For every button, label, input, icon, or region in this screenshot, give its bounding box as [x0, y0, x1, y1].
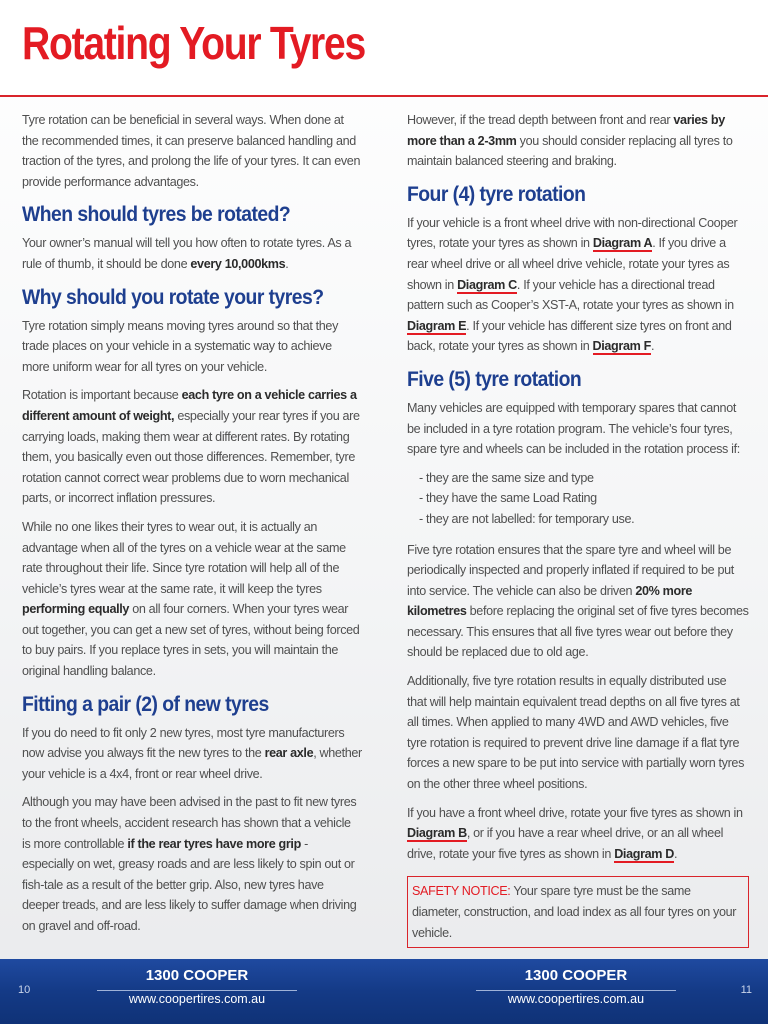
- list-item: - they are the same size and type: [419, 468, 749, 489]
- website-link-left[interactable]: www.coopertires.com.au: [128, 992, 266, 1006]
- heading-five-rotation: Five (5) tyre rotation: [407, 366, 582, 391]
- when-paragraph: Your owner’s manual will tell you how often to rotate tyres. As a rule of thumb, it should be done every 10,000kms.: [22, 236, 352, 271]
- footer-divider-right: [476, 990, 676, 991]
- fit-paragraph-1: If you do need to fit only 2 new tyres, most tyre manufacturers now advise you always fit the new tyres to the rear axle, whether your vehicle is a 4x4, front or rear wheel drive.: [22, 725, 362, 781]
- page-number-right: 11: [740, 984, 752, 996]
- four-rotation-paragraph: If your vehicle is a front wheel drive with non-directional Cooper tyres, rotate your tyres as shown in Diagram A. If you drive a rear wheel drive or all wheel drive vehicle, rotate your tyres as shown in Diagram C. If your vehicle has a directional tread pattern such as Cooper’s XST-A, rotate your tyres as shown in Diagram E. If your vehicle has different size tyres on front and back, rotate your tyres as shown in Diagram F.: [407, 215, 738, 354]
- diagram-e-link[interactable]: Diagram E: [407, 318, 467, 333]
- five-paragraph-2: Five tyre rotation ensures that the spare tyre and wheel will be periodically inspected and properly inflated if required to be put into service. The vehicle can also be driven 20% more kilometres before replacing the original set of five tyres becomes necessary. This ensures that all five tyres wear out before they should be replaced due to old age.: [407, 542, 749, 660]
- why-paragraph-1: Tyre rotation simply means moving tyres around so that they trade places on your vehicle in a systematic way to achieve more uniform wear for all tyres on your vehicle.: [22, 318, 339, 374]
- page-footer: [0, 959, 768, 1024]
- safety-notice-box: [407, 876, 749, 948]
- conditions-list: [407, 468, 749, 530]
- diagram-c-link[interactable]: Diagram C: [457, 277, 517, 292]
- fit-paragraph-2: Although you may have been advised in the past to fit new tyres to the front wheels, accident research has shown that a vehicle is more controllable if the rear tyres have more grip - especially on wet, greasy roads and are less likely to spin out or fish-tale as a result of the better grip. Also, new tyres have deeper treads, and are less likely to suffer damage when driving on gravel and off-road.: [22, 795, 357, 933]
- diagram-d-link[interactable]: Diagram D: [614, 846, 675, 861]
- five-paragraph-3: Additionally, five tyre rotation results in equally distributed use that will help maintain equivalent tread depths on all five tyres at all times. When applied to many 4WD and AWD vehicles, five tyre rotation is required to prevent drive line damage if a flat tyre forces a new spare to be put into service with partially worn tyres on the other three wheel positions.: [407, 674, 745, 792]
- list-item: - they are not labelled: for temporary use.: [419, 509, 749, 530]
- footer-divider-left: [97, 990, 297, 991]
- why-paragraph-3: While no one likes their tyres to wear out, it is actually an advantage when all of the tyres on a vehicle wear at the same rate throughout their life. Since tyre rotation will help all of the vehicle’s tyres wear at the same rate, it will keep the tyres performing equally on all four corners. When your tyres wear out together, you can get a new set of tyres, without being forced to buy pairs. If you replace tyres in sets, you will maintain the original handling balance.: [22, 519, 360, 679]
- left-column: [22, 110, 362, 945]
- website-link-right[interactable]: www.coopertires.com.au: [507, 992, 645, 1006]
- why-paragraph-2: Rotation is important because each tyre on a vehicle carries a different amount of weight, especially your rear tyres if you are carrying loads, making them wear at different rates. By rotating them, you basically even out those differences. Remember, tyre rotation cannot correct wear problems due to worn mechanical parts, or incorrect inflation pressures.: [22, 388, 360, 506]
- heading-why-rotate: Why should you rotate your tyres?: [22, 284, 324, 309]
- header-divider: [0, 95, 768, 97]
- right-column: [407, 110, 749, 948]
- tread-paragraph: However, if the tread depth between front and rear varies by more than a 2-3mm you should consider replacing all tyres to maintain balanced steering and braking.: [407, 113, 733, 169]
- phone-number-right[interactable]: 1300 COOPER: [524, 967, 628, 984]
- five-paragraph-4: If you have a front wheel drive, rotate your five tyres as shown in Diagram B, or if you have a rear wheel drive, or an all wheel drive, rotate your five tyres as shown in Diagram D.: [407, 805, 743, 861]
- safety-notice-text: Your spare tyre must be the same diameter, construction, and load index as all four tyres on your vehicle.: [412, 884, 737, 940]
- diagram-f-link[interactable]: Diagram F: [592, 339, 651, 354]
- intro-paragraph: Tyre rotation can be beneficial in several ways. When done at the recommended times, it can preserve balanced handling and traction of the tyres, and prolong the life of your tyres. It can even provide performance advantages.: [22, 113, 361, 189]
- list-item: - they have the same Load Rating: [419, 488, 749, 509]
- page-header: [0, 0, 768, 96]
- page-number-left: 10: [18, 984, 31, 996]
- five-intro-paragraph: Many vehicles are equipped with temporary spares that cannot be included in a tyre rotation program. The vehicle’s four tyres, spare tyre and wheels can be included in the rotation process if:: [407, 400, 740, 457]
- diagram-a-link[interactable]: Diagram A: [592, 236, 653, 251]
- phone-number-left[interactable]: 1300 COOPER: [145, 967, 249, 984]
- diagram-b-link[interactable]: Diagram B: [407, 826, 467, 841]
- heading-four-rotation: Four (4) tyre rotation: [407, 181, 586, 206]
- heading-when-rotate: When should tyres be rotated?: [22, 202, 291, 227]
- heading-fitting-pair: Fitting a pair (2) of new tyres: [22, 691, 269, 716]
- page-title: Rotating Your Tyres: [22, 17, 365, 69]
- safety-notice-label: SAFETY NOTICE:: [412, 884, 511, 899]
